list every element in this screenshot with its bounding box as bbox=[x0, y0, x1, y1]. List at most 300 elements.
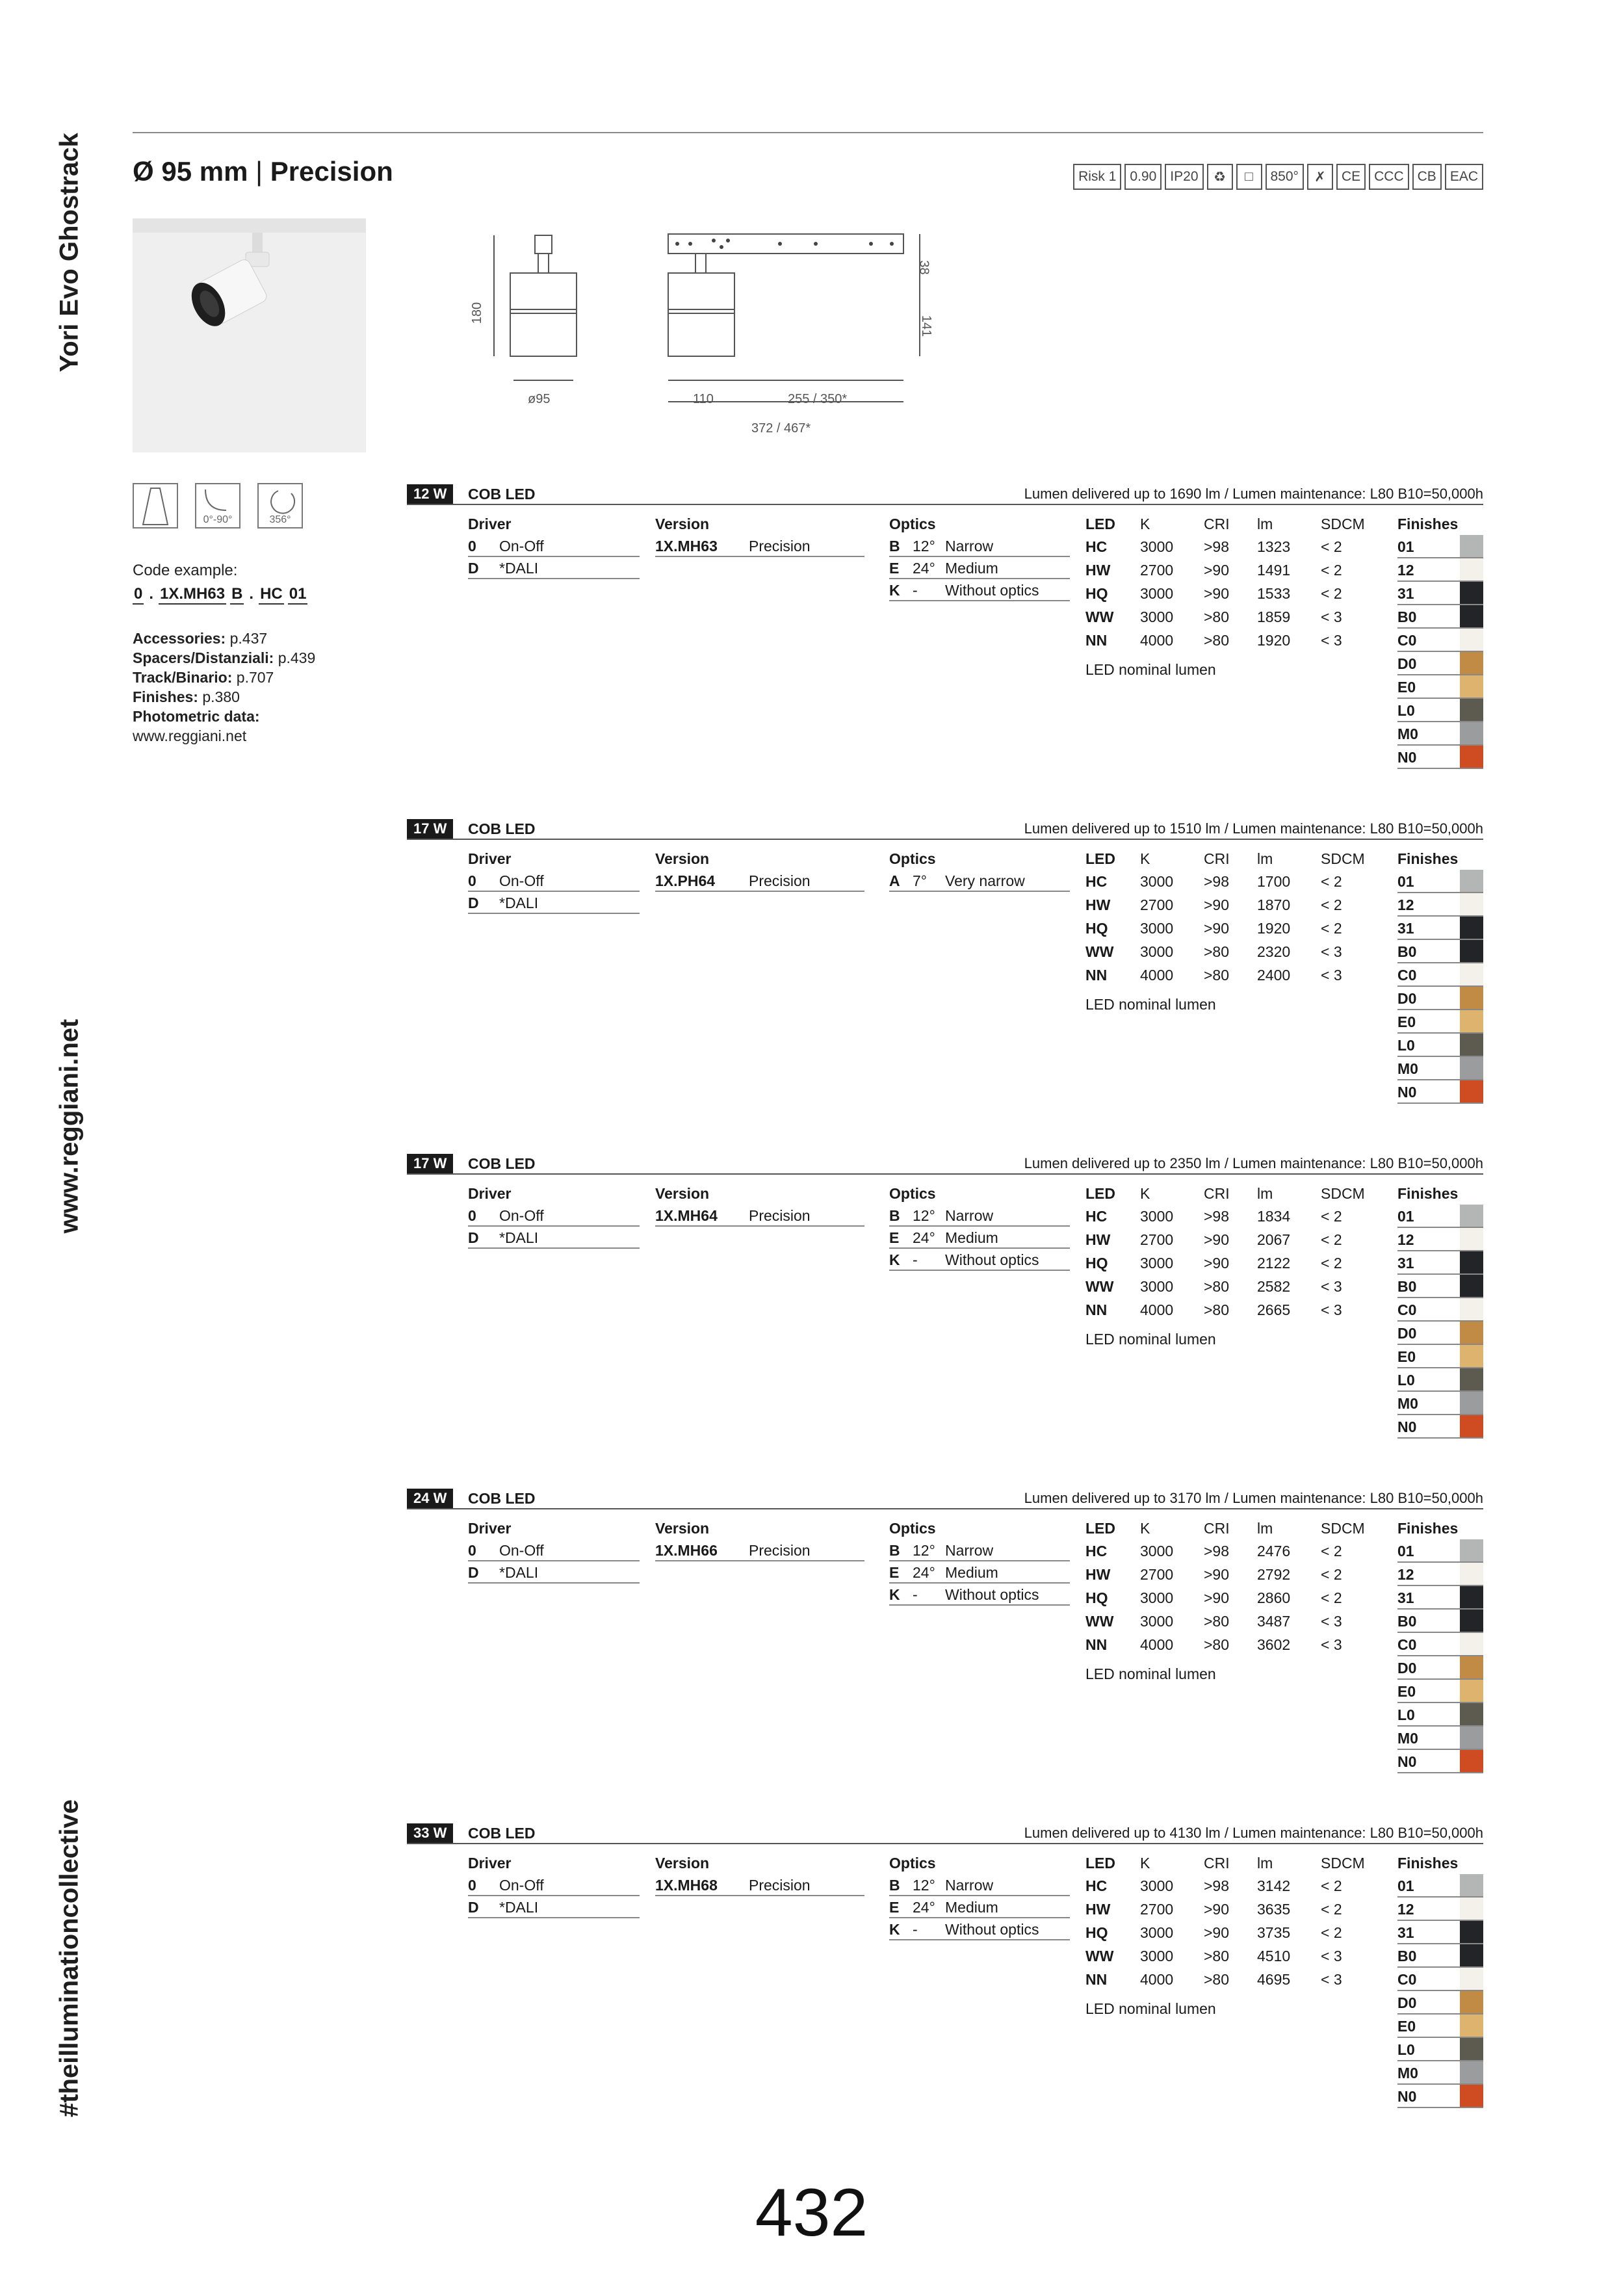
code-part: 01 bbox=[288, 585, 308, 605]
lumen-info: Lumen delivered up to 3170 lm / Lumen maintenance: L80 B10=50,000h bbox=[1024, 1490, 1483, 1506]
led-row bbox=[1085, 1586, 1391, 1610]
led-cell: NN bbox=[1085, 967, 1108, 984]
led-cell: WW bbox=[1085, 1948, 1114, 1964]
version-column bbox=[655, 848, 864, 892]
led-cell: >90 bbox=[1204, 1589, 1230, 1606]
version-header: Version bbox=[655, 1855, 710, 1872]
technical-drawing bbox=[455, 228, 923, 442]
optics-code: K bbox=[889, 582, 900, 599]
optics-row bbox=[889, 1896, 1070, 1918]
finish-swatch bbox=[1460, 1610, 1483, 1632]
finish-row bbox=[1397, 1944, 1483, 1968]
led-cell: WW bbox=[1085, 608, 1114, 625]
finishes-header: Finishes bbox=[1397, 1185, 1459, 1202]
dim-141: 141 bbox=[919, 315, 934, 337]
finish-row bbox=[1397, 1610, 1483, 1633]
driver-header: Driver bbox=[468, 1185, 512, 1202]
led-column bbox=[1085, 848, 1391, 1013]
reference-key: Spacers/Distanziali: bbox=[133, 649, 274, 666]
cob-label: COB LED bbox=[468, 1490, 536, 1507]
optics-row bbox=[889, 579, 1070, 601]
optics-row bbox=[889, 535, 1070, 557]
certification-icons bbox=[1073, 164, 1483, 190]
led-cell: 3000 bbox=[1140, 1613, 1174, 1630]
reference-value: p.380 bbox=[198, 688, 240, 705]
page-number: 432 bbox=[755, 2175, 868, 2250]
optics-column bbox=[889, 1852, 1070, 1940]
finish-swatch bbox=[1460, 2085, 1483, 2107]
reference-value: p.439 bbox=[274, 649, 316, 666]
finish-swatch bbox=[1460, 1010, 1483, 1032]
led-cell: >90 bbox=[1204, 1901, 1230, 1918]
driver-column bbox=[468, 1852, 640, 1918]
finish-swatch bbox=[1460, 2038, 1483, 2060]
led-cell: NN bbox=[1085, 1301, 1108, 1318]
product-photo bbox=[133, 218, 366, 452]
code-part: HC bbox=[259, 585, 284, 605]
led-header-cell: lm bbox=[1257, 1520, 1273, 1537]
finish-code: D0 bbox=[1397, 1994, 1417, 2011]
finish-code: 12 bbox=[1397, 562, 1414, 579]
finish-code: D0 bbox=[1397, 1660, 1417, 1676]
cert-icon: 850° bbox=[1266, 164, 1304, 190]
driver-code: 0 bbox=[468, 1207, 476, 1224]
finish-row bbox=[1397, 1750, 1483, 1773]
product-section bbox=[407, 1489, 1483, 1775]
led-cell: HQ bbox=[1085, 1255, 1108, 1272]
finish-swatch bbox=[1460, 1727, 1483, 1749]
optics-name: Without optics bbox=[945, 582, 1039, 599]
driver-code: 0 bbox=[468, 538, 476, 554]
led-nominal-note: LED nominal lumen bbox=[1085, 661, 1216, 678]
driver-name: *DALI bbox=[499, 894, 539, 911]
optics-name: Medium bbox=[945, 1229, 998, 1246]
finish-code: B0 bbox=[1397, 1278, 1417, 1295]
optics-header: Optics bbox=[889, 1520, 936, 1537]
led-cell: < 2 bbox=[1321, 1543, 1342, 1559]
finish-code: D0 bbox=[1397, 1325, 1417, 1342]
driver-row bbox=[468, 1539, 640, 1561]
driver-name: On-Off bbox=[499, 1542, 544, 1559]
section-header bbox=[407, 484, 1483, 505]
led-cell: 4000 bbox=[1140, 1636, 1174, 1653]
version-row bbox=[655, 1539, 864, 1561]
led-cell: HQ bbox=[1085, 920, 1108, 937]
led-cell: < 2 bbox=[1321, 1924, 1342, 1941]
finish-code: E0 bbox=[1397, 2018, 1416, 2035]
led-cell: 3487 bbox=[1257, 1613, 1291, 1630]
page-title bbox=[133, 156, 393, 187]
optics-row bbox=[889, 1227, 1070, 1249]
led-nominal-note: LED nominal lumen bbox=[1085, 1665, 1216, 1682]
finishes-column bbox=[1397, 1517, 1483, 1773]
led-header-cell: SDCM bbox=[1321, 850, 1365, 867]
driver-name: On-Off bbox=[499, 872, 544, 889]
led-cell: 2582 bbox=[1257, 1278, 1291, 1295]
finish-swatch bbox=[1460, 1539, 1483, 1561]
optics-code: A bbox=[889, 872, 900, 889]
finish-swatch bbox=[1460, 1586, 1483, 1608]
led-header-cell: K bbox=[1140, 850, 1150, 867]
led-header bbox=[1085, 513, 1391, 535]
product-section bbox=[407, 484, 1483, 770]
optics-code: K bbox=[889, 1586, 900, 1603]
finish-row bbox=[1397, 629, 1483, 652]
led-cell: < 3 bbox=[1321, 1636, 1342, 1653]
side-label-product: Yori Evo Ghostrack bbox=[55, 133, 84, 372]
finish-code: L0 bbox=[1397, 702, 1415, 719]
led-cell: NN bbox=[1085, 632, 1108, 649]
optics-row bbox=[889, 1584, 1070, 1606]
led-cell: 4000 bbox=[1140, 632, 1174, 649]
dim-110: 110 bbox=[693, 392, 714, 406]
finish-row bbox=[1397, 1921, 1483, 1944]
led-cell: < 2 bbox=[1321, 1877, 1342, 1894]
finish-swatch bbox=[1460, 1322, 1483, 1344]
led-cell: >90 bbox=[1204, 1924, 1230, 1941]
driver-code: D bbox=[468, 1564, 479, 1581]
optics-column bbox=[889, 1517, 1070, 1606]
finish-row bbox=[1397, 2038, 1483, 2061]
led-row bbox=[1085, 1874, 1391, 1898]
led-cell: 3142 bbox=[1257, 1877, 1291, 1894]
led-header-cell: lm bbox=[1257, 1855, 1273, 1872]
led-header-cell: K bbox=[1140, 515, 1150, 532]
led-column bbox=[1085, 513, 1391, 679]
side-label-hashtag: #theilluminationcollective bbox=[55, 1799, 84, 2118]
finish-swatch bbox=[1460, 535, 1483, 557]
led-cell: >90 bbox=[1204, 896, 1230, 913]
optics-name: Medium bbox=[945, 1899, 998, 1916]
cert-icon: CE bbox=[1336, 164, 1366, 190]
finish-row bbox=[1397, 1228, 1483, 1251]
led-cell: HC bbox=[1085, 538, 1108, 555]
finish-swatch bbox=[1460, 1345, 1483, 1367]
led-cell: >80 bbox=[1204, 1971, 1230, 1988]
version-column bbox=[655, 1517, 864, 1561]
driver-name: *DALI bbox=[499, 1899, 539, 1916]
references bbox=[133, 629, 315, 746]
finish-row bbox=[1397, 1539, 1483, 1563]
led-cell: WW bbox=[1085, 1613, 1114, 1630]
reference-item bbox=[133, 687, 315, 707]
version-code: 1X.MH68 bbox=[655, 1877, 718, 1894]
finish-row bbox=[1397, 1415, 1483, 1439]
spotlight-picture bbox=[133, 218, 366, 452]
finish-row bbox=[1397, 605, 1483, 629]
led-cell: >80 bbox=[1204, 632, 1230, 649]
cert-icon: EAC bbox=[1445, 164, 1483, 190]
driver-row bbox=[468, 1205, 640, 1227]
cert-icon: CB bbox=[1412, 164, 1442, 190]
title-separator: | bbox=[255, 156, 263, 187]
finish-code: N0 bbox=[1397, 749, 1417, 766]
led-cell: < 3 bbox=[1321, 967, 1342, 984]
finish-code: 01 bbox=[1397, 1877, 1414, 1894]
driver-name: On-Off bbox=[499, 538, 544, 554]
finish-swatch bbox=[1460, 1392, 1483, 1414]
led-cell: 3000 bbox=[1140, 1924, 1174, 1941]
finish-swatch bbox=[1460, 1680, 1483, 1702]
led-cell: < 2 bbox=[1321, 1901, 1342, 1918]
led-header-cell: CRI bbox=[1204, 1185, 1230, 1202]
optics-name: Very narrow bbox=[945, 872, 1025, 889]
led-cell: < 2 bbox=[1321, 1231, 1342, 1248]
finish-row bbox=[1397, 1275, 1483, 1298]
optics-header: Optics bbox=[889, 850, 936, 867]
led-cell: HW bbox=[1085, 562, 1111, 579]
optics-angle: 12° bbox=[913, 1207, 935, 1224]
led-cell: < 2 bbox=[1321, 1589, 1342, 1606]
led-header-cell: LED bbox=[1085, 850, 1115, 867]
finish-swatch bbox=[1460, 893, 1483, 915]
reference-item bbox=[133, 707, 315, 726]
section-header bbox=[407, 1489, 1483, 1509]
optics-row bbox=[889, 1918, 1070, 1940]
finish-swatch bbox=[1460, 1703, 1483, 1725]
finish-code: N0 bbox=[1397, 2088, 1417, 2105]
led-header-cell: lm bbox=[1257, 1185, 1273, 1202]
version-code: 1X.MH64 bbox=[655, 1207, 718, 1224]
led-cell: >80 bbox=[1204, 943, 1230, 960]
finish-row bbox=[1397, 1345, 1483, 1368]
led-cell: 1859 bbox=[1257, 608, 1291, 625]
finish-swatch bbox=[1460, 1563, 1483, 1585]
led-cell: < 2 bbox=[1321, 1208, 1342, 1225]
led-cell: 1870 bbox=[1257, 896, 1291, 913]
led-row bbox=[1085, 1921, 1391, 1944]
driver-row bbox=[468, 535, 640, 557]
optics-angle: 24° bbox=[913, 560, 935, 577]
finish-swatch bbox=[1460, 2061, 1483, 2083]
finish-code: 12 bbox=[1397, 1566, 1414, 1583]
finish-swatch bbox=[1460, 1275, 1483, 1297]
dim-95: ø95 bbox=[528, 392, 551, 406]
optics-name: Without optics bbox=[945, 1586, 1039, 1603]
product-section bbox=[407, 1154, 1483, 1440]
led-row bbox=[1085, 1944, 1391, 1968]
optics-header: Optics bbox=[889, 1185, 936, 1202]
led-row bbox=[1085, 1898, 1391, 1921]
finish-code: 01 bbox=[1397, 538, 1414, 555]
optics-name: Without optics bbox=[945, 1921, 1039, 1938]
led-row bbox=[1085, 629, 1391, 652]
wattage-badge: 17 W bbox=[407, 819, 453, 839]
led-cell: >80 bbox=[1204, 1613, 1230, 1630]
driver-column bbox=[468, 1182, 640, 1249]
rotation-label: 356° bbox=[269, 514, 291, 525]
led-cell: < 2 bbox=[1321, 585, 1342, 602]
led-column bbox=[1085, 1517, 1391, 1683]
led-cell: 4000 bbox=[1140, 1301, 1174, 1318]
led-cell: HW bbox=[1085, 1901, 1111, 1918]
led-cell: HC bbox=[1085, 873, 1108, 890]
led-cell: < 2 bbox=[1321, 1566, 1342, 1583]
led-header-cell: lm bbox=[1257, 515, 1273, 532]
led-cell: < 3 bbox=[1321, 608, 1342, 625]
finish-row bbox=[1397, 963, 1483, 987]
finish-swatch bbox=[1460, 1898, 1483, 1920]
optics-row bbox=[889, 557, 1070, 579]
driver-row bbox=[468, 1896, 640, 1918]
finish-swatch bbox=[1460, 1034, 1483, 1056]
cob-label: COB LED bbox=[468, 1825, 536, 1842]
finish-code: E0 bbox=[1397, 1683, 1416, 1700]
led-row bbox=[1085, 1968, 1391, 1991]
finish-swatch bbox=[1460, 582, 1483, 604]
finish-swatch bbox=[1460, 1921, 1483, 1943]
finish-swatch bbox=[1460, 605, 1483, 627]
reference-key: Photometric data: bbox=[133, 708, 260, 725]
driver-header: Driver bbox=[468, 515, 512, 532]
finishes-header: Finishes bbox=[1397, 1520, 1459, 1537]
code-example bbox=[133, 585, 307, 605]
led-cell: >80 bbox=[1204, 1301, 1230, 1318]
led-cell: 3635 bbox=[1257, 1901, 1291, 1918]
finish-row bbox=[1397, 1057, 1483, 1080]
version-header: Version bbox=[655, 850, 710, 867]
finish-swatch bbox=[1460, 1057, 1483, 1079]
led-row bbox=[1085, 917, 1391, 940]
led-row bbox=[1085, 1275, 1391, 1298]
optics-code: B bbox=[889, 1877, 900, 1894]
led-header-cell: LED bbox=[1085, 1185, 1115, 1202]
finish-code: E0 bbox=[1397, 1348, 1416, 1365]
led-cell: HC bbox=[1085, 1543, 1108, 1559]
driver-row bbox=[468, 1561, 640, 1584]
finish-row bbox=[1397, 1205, 1483, 1228]
led-cell: 2700 bbox=[1140, 896, 1174, 913]
finish-code: M0 bbox=[1397, 1730, 1418, 1747]
led-row bbox=[1085, 1298, 1391, 1322]
led-cell: >80 bbox=[1204, 1636, 1230, 1653]
led-cell: >98 bbox=[1204, 1543, 1230, 1559]
led-header-cell: LED bbox=[1085, 1855, 1115, 1872]
version-code: 1X.PH64 bbox=[655, 872, 716, 889]
reference-key: Accessories: bbox=[133, 630, 226, 647]
wattage-badge: 24 W bbox=[407, 1489, 453, 1508]
finish-code: C0 bbox=[1397, 1301, 1417, 1318]
led-row bbox=[1085, 558, 1391, 582]
code-part: B bbox=[230, 585, 244, 605]
reference-key: Finishes: bbox=[133, 688, 198, 705]
led-cell: HQ bbox=[1085, 1589, 1108, 1606]
optics-column bbox=[889, 1182, 1070, 1271]
led-cell: 3602 bbox=[1257, 1636, 1291, 1653]
finish-row bbox=[1397, 746, 1483, 769]
led-row bbox=[1085, 535, 1391, 558]
driver-code: 0 bbox=[468, 872, 476, 889]
led-header bbox=[1085, 1517, 1391, 1539]
version-code: 1X.MH63 bbox=[655, 538, 718, 554]
finish-code: D0 bbox=[1397, 990, 1417, 1007]
led-header-cell: SDCM bbox=[1321, 1520, 1365, 1537]
optics-header: Optics bbox=[889, 515, 936, 532]
code-part: 0 bbox=[133, 585, 144, 605]
version-row bbox=[655, 535, 864, 557]
led-header bbox=[1085, 1182, 1391, 1205]
finish-swatch bbox=[1460, 1415, 1483, 1437]
optics-row bbox=[889, 1205, 1070, 1227]
finish-code: N0 bbox=[1397, 1084, 1417, 1101]
finish-code: L0 bbox=[1397, 1037, 1415, 1054]
finish-code: B0 bbox=[1397, 1613, 1417, 1630]
optics-code: E bbox=[889, 1229, 900, 1246]
top-rule bbox=[133, 132, 1483, 133]
optics-angle: 12° bbox=[913, 538, 935, 554]
led-cell: < 3 bbox=[1321, 943, 1342, 960]
cert-icon: □ bbox=[1236, 164, 1262, 190]
finishes-column bbox=[1397, 1852, 1483, 2108]
finish-row bbox=[1397, 1968, 1483, 1991]
reference-value: p.437 bbox=[226, 630, 268, 647]
led-cell: 3735 bbox=[1257, 1924, 1291, 1941]
led-column bbox=[1085, 1852, 1391, 2018]
tilt-icon bbox=[195, 483, 240, 528]
optics-angle: 12° bbox=[913, 1877, 935, 1894]
driver-name: *DALI bbox=[499, 1564, 539, 1581]
led-cell: >80 bbox=[1204, 1948, 1230, 1964]
wattage-badge: 17 W bbox=[407, 1154, 453, 1173]
finish-code: E0 bbox=[1397, 1013, 1416, 1030]
optics-column bbox=[889, 513, 1070, 601]
finishes-header: Finishes bbox=[1397, 1855, 1459, 1872]
finish-swatch bbox=[1460, 675, 1483, 698]
led-header-cell: CRI bbox=[1204, 515, 1230, 532]
led-row bbox=[1085, 605, 1391, 629]
led-cell: 2067 bbox=[1257, 1231, 1291, 1248]
optics-code: E bbox=[889, 1899, 900, 1916]
led-row bbox=[1085, 940, 1391, 963]
lumen-info: Lumen delivered up to 4130 lm / Lumen maintenance: L80 B10=50,000h bbox=[1024, 1825, 1483, 1841]
led-cell: 2700 bbox=[1140, 1901, 1174, 1918]
led-cell: HW bbox=[1085, 1231, 1111, 1248]
led-cell: NN bbox=[1085, 1971, 1108, 1988]
finish-swatch bbox=[1460, 1368, 1483, 1390]
led-header-cell: K bbox=[1140, 1520, 1150, 1537]
optics-code: E bbox=[889, 560, 900, 577]
finish-row bbox=[1397, 2061, 1483, 2085]
optics-header: Optics bbox=[889, 1855, 936, 1872]
led-cell: 3000 bbox=[1140, 873, 1174, 890]
finish-row bbox=[1397, 675, 1483, 699]
led-cell: >90 bbox=[1204, 1231, 1230, 1248]
cert-icon: CCC bbox=[1369, 164, 1409, 190]
led-header-cell: K bbox=[1140, 1185, 1150, 1202]
optics-angle: 24° bbox=[913, 1564, 935, 1581]
finish-code: C0 bbox=[1397, 967, 1417, 984]
driver-header: Driver bbox=[468, 1855, 512, 1872]
optics-angle: 24° bbox=[913, 1899, 935, 1916]
led-cell: >90 bbox=[1204, 585, 1230, 602]
optics-name: Narrow bbox=[945, 538, 994, 554]
finish-row bbox=[1397, 1991, 1483, 2015]
finish-code: B0 bbox=[1397, 943, 1417, 960]
finish-code: 12 bbox=[1397, 1231, 1414, 1248]
led-cell: >80 bbox=[1204, 608, 1230, 625]
finish-code: L0 bbox=[1397, 2041, 1415, 2058]
led-cell: >80 bbox=[1204, 967, 1230, 984]
finish-code: N0 bbox=[1397, 1418, 1417, 1435]
finish-row bbox=[1397, 1586, 1483, 1610]
led-cell: < 3 bbox=[1321, 1948, 1342, 1964]
finish-row bbox=[1397, 1703, 1483, 1727]
driver-row bbox=[468, 892, 640, 914]
led-cell: 3000 bbox=[1140, 1255, 1174, 1272]
led-header-cell: CRI bbox=[1204, 1855, 1230, 1872]
led-nominal-note: LED nominal lumen bbox=[1085, 2000, 1216, 2017]
led-cell: >90 bbox=[1204, 920, 1230, 937]
